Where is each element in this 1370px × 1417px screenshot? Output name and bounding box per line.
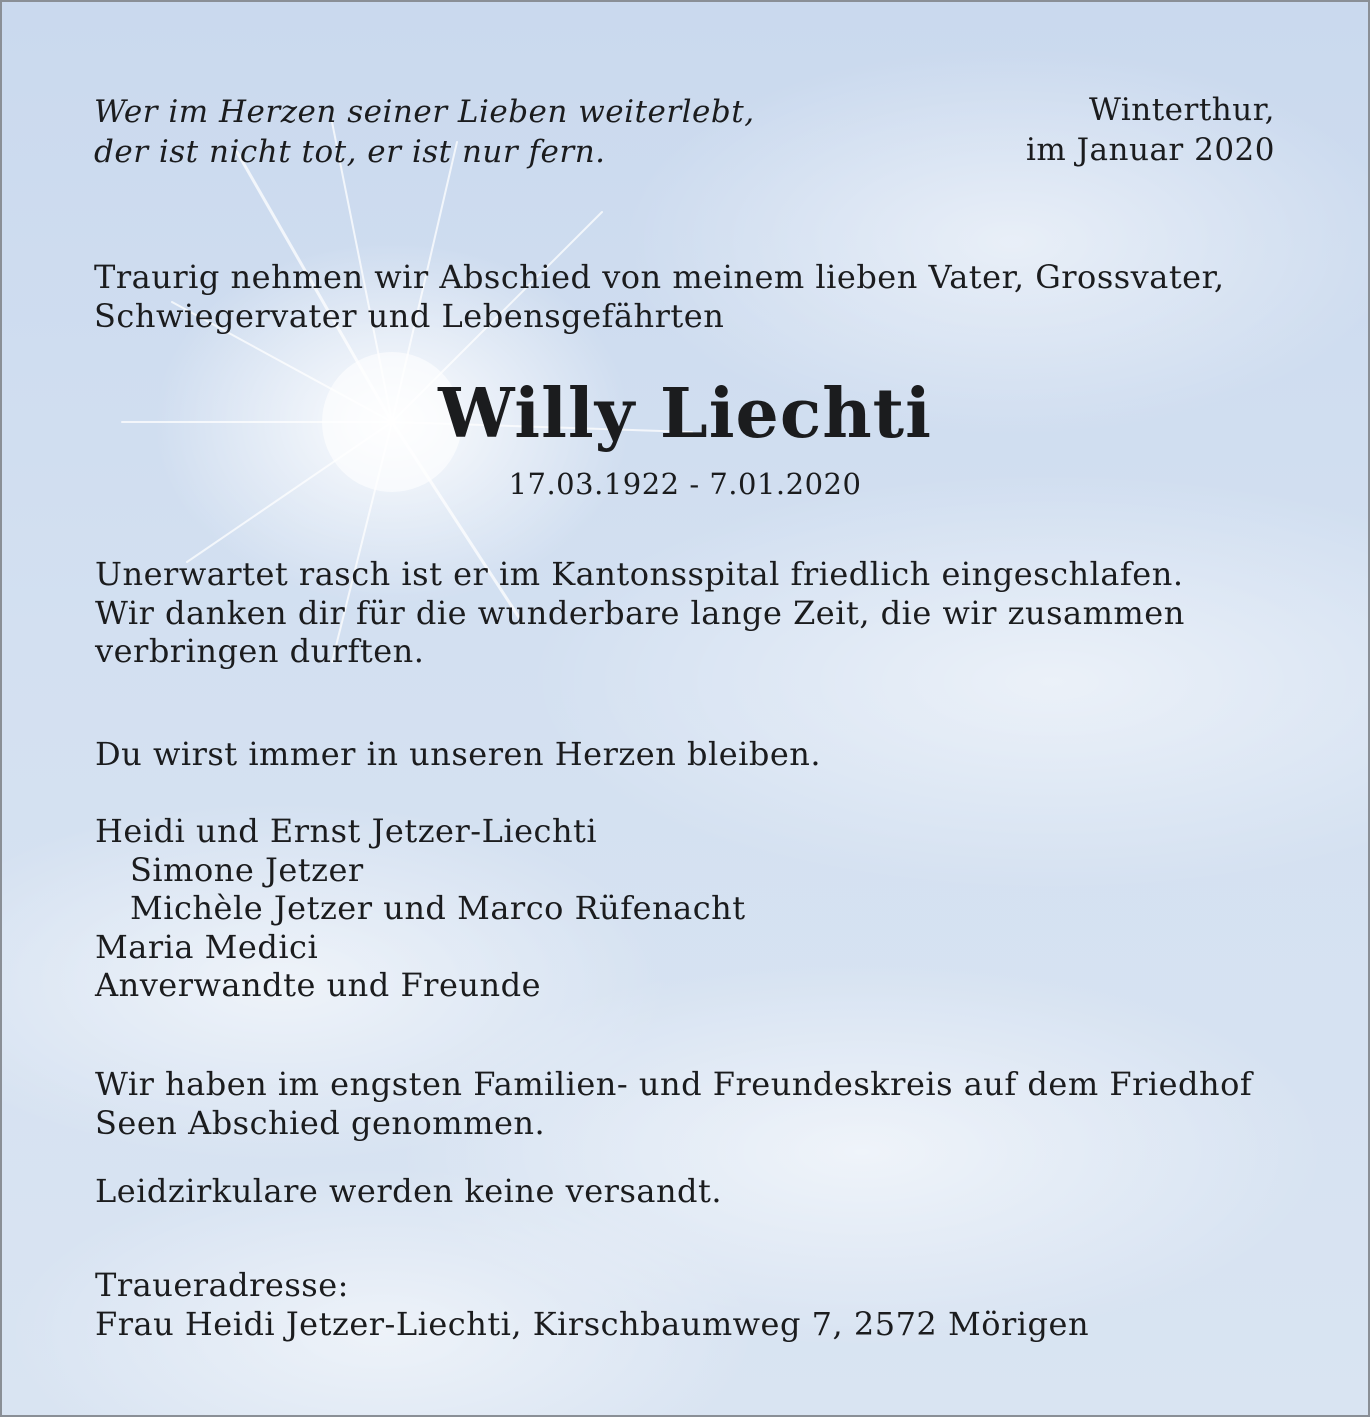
farewell-text	[95, 1065, 1252, 1142]
family-member: Anverwandte und Freunde	[95, 966, 542, 1004]
place: Winterthur,	[1089, 92, 1275, 128]
intro-line: Traurig nehmen wir Abschied von meinem lieben Vater, Grossvater,	[94, 258, 1225, 296]
family-list	[95, 812, 746, 1005]
deceased-name: Willy Liechti	[438, 374, 932, 454]
family-member: Michèle Jetzer und Marco Rüfenacht	[130, 889, 746, 927]
heart-line: Du wirst immer in unseren Herzen bleiben.	[95, 735, 822, 773]
circulars-note: Leidzirkulare werden keine versandt.	[95, 1172, 723, 1210]
address-label: Traueradresse:	[95, 1266, 349, 1304]
motto-quote	[94, 92, 755, 172]
mourning-address	[95, 1266, 1089, 1343]
intro-text	[94, 258, 1225, 335]
farewell-line: Wir haben im engsten Familien- und Freundeskreis auf dem Friedhof	[95, 1065, 1253, 1103]
motto-line: der ist nicht tot, er ist nur fern.	[94, 134, 606, 170]
family-member: Maria Medici	[95, 927, 319, 966]
motto-line: Wer im Herzen seiner Lieben weiterlebt,	[94, 94, 755, 130]
message-text	[95, 555, 1185, 671]
message-line: Wir danken dir für die wunderbare lange Zeit, die wir zusammen	[95, 593, 1185, 632]
family-member: Simone Jetzer	[130, 850, 364, 889]
address-value: Frau Heidi Jetzer-Liechti, Kirschbaumweg 7, 2572 Mörigen	[95, 1304, 1090, 1343]
life-dates: 17.03.1922 - 7.01.2020	[508, 467, 862, 501]
intro-line: Schwiegervater und Lebensgefährten	[94, 296, 725, 335]
family-member: Heidi und Ernst Jetzer-Liechti	[95, 812, 598, 850]
date: im Januar 2020	[1025, 132, 1275, 168]
farewell-line: Seen Abschied genommen.	[95, 1103, 546, 1142]
message-line: Unerwartet rasch ist er im Kantonsspital friedlich eingeschlafen.	[95, 555, 1184, 593]
message-line: verbringen durften.	[95, 632, 425, 670]
place-and-date	[1026, 90, 1275, 170]
